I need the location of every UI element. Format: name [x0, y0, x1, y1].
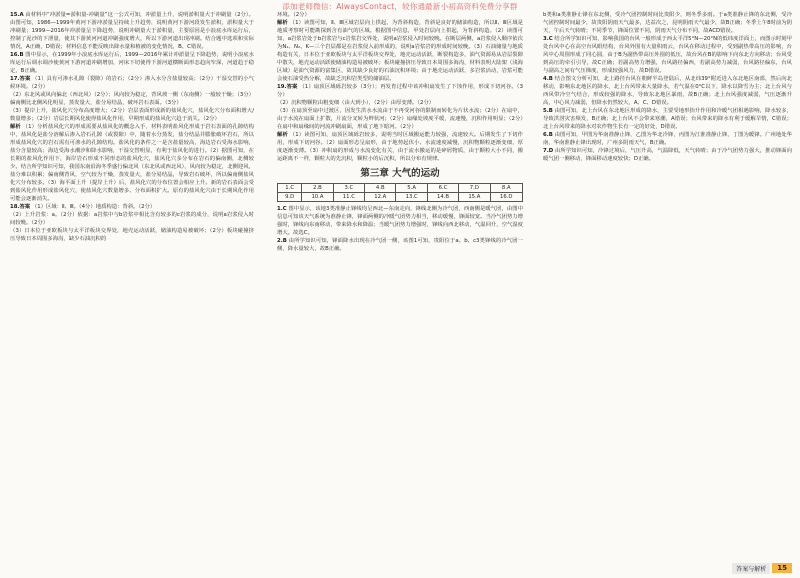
question-number: 17.答案	[10, 76, 31, 83]
question-number: 3.C	[543, 36, 553, 43]
answer-text: （2）东北风或风向偏北（西北风）（2分）；风向较为稳定，背风坡一侧（东南侧）一般较干燥；（3分）偏南侧比北侧风化明显，蒸发量大，盐分易结晶，破坏岩石表面。（3分）	[10, 92, 254, 107]
answer-key-row	[278, 193, 523, 202]
question-number: 16.B	[10, 52, 24, 59]
answer-paragraph	[10, 227, 254, 243]
answer-text: （2）沉积物颗粒由粗变细（由大到小），（2分）由厚变薄。（2分）	[277, 100, 435, 107]
answer-text: （2）上升岩浆：a。（2分）依据：a岩浆中与b岩浆中相比含有较多的c岩浆的成分，说明a岩浆侵入时间较晚。（2分）	[10, 212, 254, 227]
answer-text: 由图可知，甲图为华南准静止锋，乙图为华北冷锋，丙图为江淮准静止锋，丁图为暖锋。广州地处华南，华南准静止锋出现时，广州多阴雨天气，B正确。	[543, 132, 792, 147]
question-number: 18.答案	[10, 204, 31, 211]
answer-key-cell: 7.D	[459, 184, 490, 193]
answer-text: （3）在扇顶至扇中过渡区，因发生洪水水流由于不再受河谷的限制而转化为片状水流；（2分）在扇中，由于水流在扇面上扩散，片流分叉转为辫状河；（2分）扇缘处坡度平缓，流速慢，沉积作用明显；（2分）在扇中和扇缘间的河流冲刷扇面，形成了地下暗河。（2分）	[277, 108, 523, 131]
answer-key-cell: 1.C	[278, 184, 302, 193]
answer-key-cell: 3.C	[333, 184, 364, 193]
answer-paragraph	[277, 83, 523, 99]
question-number: 2.B	[277, 238, 287, 245]
answer-text: 图中显示，在1999年小浪底水库运行后，1999—2016年累计冲淤量呈下降趋势，说明小浪底水库运行后调水调沙使黄河下游河道冲刷增加，河床下切使得下游河道横断面形态趋向窄深，河道趋于稳定，B正确。	[10, 52, 254, 75]
column-middle	[277, 11, 523, 569]
answer-paragraph	[543, 107, 792, 131]
answer-section-4	[277, 205, 523, 253]
answer-paragraph	[543, 131, 792, 147]
answer-paragraph	[277, 205, 523, 237]
answer-paragraph	[277, 131, 523, 163]
answer-text: （1）读图可知，Ⅱ、Ⅲ区域岩层向上拱起，为背斜构造，背斜是良好的储油构造，所以Ⅱ、Ⅲ区域是地质考察时可能勘探到含有油气的区域。根据图中信息，甲处岩层向上拱起，为背斜构造。（2）读图可知，a岩浆岩处于b岩浆岩与c岩浆岩交界处，说明a岩浆侵入时间较晚。在断层两侧，a岩浆侵入顺序依次为N₁、N₂、K—三个岩层都是在岩浆侵入前形成的，说明a岩浆岩的形成时间较晚。（3）石油储量与地质构造有关，日本位于亚欧板块与太平洋板块交界处，地壳运动活跃，断裂构造多，油气资源易从岩层裂隙中散失，地壳运动活跃使储油构造易被破坏；板块碰撞挤压导致日本周围多海沟，材料表明大陆架（浅海区域）是油气资源的富集区，故其缺少良好的石油沉积环境；由于地壳运动活跃，多岩浆活动，岩浆可能会使石油受热分解，故缺乏沉积岩类型的储油层。	[277, 20, 523, 83]
answer-text: 由材料中“冲淤量=淤积量-冲刷量”这一公式可知，冲淤量上升，说明淤积量大于冲刷量（2分）。由图可知，1986—1999年黄河下游冲淤量呈持续上升趋势，说明黄河下游河段发生淤积，淤积量大于冲刷量；1999—2016年冲淤量呈下降趋势，说明冲刷量大于淤积量，主要原因是小浪底水库运行后，控制了泥沙的下泄量，使其下游黄河河道冲刷强度增大，所以下游河道出现冲刷。结合题中选项和实际情况，A正确，D错误；材料信息不能反映出降水量和植被的变化情况，B、C错误。	[10, 12, 254, 51]
answer-paragraph	[277, 19, 523, 83]
answer-key-cell: 2.B	[302, 184, 333, 193]
answer-key-cell: 15.A	[459, 193, 490, 202]
question-number: 解析	[10, 124, 21, 131]
answer-paragraph	[10, 75, 254, 91]
answer-text: （1）区域：Ⅱ、Ⅲ。（4分）地质构造：背斜。（2分）	[31, 204, 156, 211]
answer-paragraph	[10, 51, 254, 75]
column-left	[10, 11, 254, 573]
question-number: 1.C	[277, 206, 287, 213]
answer-paragraph	[10, 211, 254, 227]
answer-paragraph	[543, 35, 792, 75]
answer-text: 环境。（2分）	[277, 12, 310, 18]
question-number: 19.答案	[277, 84, 298, 91]
answer-paragraph	[543, 11, 792, 35]
answer-paragraph	[543, 147, 792, 163]
answer-key-cell: 4.B	[365, 184, 396, 193]
question-number: 解析	[277, 132, 288, 139]
answer-key-table	[277, 183, 523, 202]
question-number: 7.D	[543, 148, 554, 155]
answer-text: （1）具有可渗水孔隙（裂隙）的岩石；（2分）渗入水分含盐量较高；（2分）干湿交替的小气候环境。（2分）	[10, 76, 254, 91]
answer-key-cell: 13.C	[396, 193, 427, 202]
answer-paragraph	[10, 107, 254, 123]
answer-key-cell: 10.A	[302, 193, 333, 202]
answer-text: 图中显示，该地3类准静止锋线均呈西北—东南走向，锋线北侧为冷气团，西南侧是暖气团，由图中信息可知该天气系统为准静止锋，锋面两侧的冷暖气团势力相当，移动缓慢，锋面较宽。当冷气团势力增强时，锋线向东南移动，带来降水和降温；当暖气团势力增强时，锋线向西北移动，气温回升，空气湿度增大。故选C。	[277, 206, 523, 237]
answer-key-cell: 16.D	[490, 193, 523, 202]
answer-key-row	[278, 184, 523, 193]
answer-text: 结合图文分析可知，北上路径台风在朝鲜半岛登陆后，从北纬39°附近进入东北地区南部，然后向北移动，影响东北地区的降水，北上台风带来大量降水，若气温在0°C以下，降水以降雪为主；北上台风与西风带冷空气结合，形成较强的降水，导致东北地区暴雨，故B正确；北上台风强度减弱，气压逐渐升高，中心风力减弱，但降水仍然较大，A、C、D错误。	[543, 76, 792, 107]
answer-text: （3）提岸上升，盐风化穴分布高度增大；（2分）岩层表面形成新的盐风化穴，盐风化穴分布面积增大/数量增多；（2分）岩层长期风化使得盐风化作用，早期形成的盐风化穴趋于消失。（2分）	[10, 108, 254, 123]
answer-text: （1）分析盐风化穴的形成需要从盐风化的概念入手，材料表明盐风化形成于岩石表面的孔隙结构中，盐风化是盐分溶解后渗入岩石孔隙（或裂隙）中，随着水分蒸发，盐分结晶并膨胀破坏岩石，所以形成盐风化穴的岩石需有可渗水的孔隙结构。盐风化的条件之一是含盐量较高，海边岩石受海水影响，盐分含量较高；海边受海水潮汐和降水影响，干湿交替明显，有利于盐风化的进行。（2）据图可知，在长期的盐风化作用下，海岸岩石形成不同形态的盐风化穴，盐风化穴多分布在岩石的偏南侧，北侧较少。结合所学知识可知，我国东南沿海冬季盛行偏北风（东北风或西北风），风向较为稳定，北侧迎风，盐分难以积累；偏南侧背风，空气较为干燥，蒸发量大，盐分易结晶，导致岩石破坏，所以偏南侧盐风化穴分布较多。（3）海平面上升（提岸上升）后，盐风化穴的分布位置会相应上升。新的岩石表面会受到盐风化作用形成盐风化穴，使盐风化穴数量增多、分布面积扩大。原有的盐风化穴由于长期风化作用可能会逐渐消失。	[10, 124, 254, 203]
answer-section-1	[10, 11, 254, 203]
answer-text: 由图可知，北上台风在东北地区形成的降水，主要受地形抬升作用和冷暖气团相遇影响，降水较多，导致洪涝灾害频发，B正确；北上台风不会带来寒潮，A错误；台风带来的降水有利于缓解旱情，C错误；北上台风带来的降水对农作物生长有一定的好处，D错误。	[543, 108, 792, 131]
answer-key-cell: 8.A	[490, 184, 523, 193]
question-number: 6.B	[543, 132, 553, 139]
page-number: 15	[772, 563, 792, 573]
answer-key-cell: 14.B	[427, 193, 458, 202]
answer-section-2	[10, 203, 254, 243]
answer-text: b类和a类准静止锋在东北侧，受冷气团控制时间比贵阳少，则冬季多雨。于a类准静止锋的东北侧，受冷气团控制时间最少，故贵阳阴雨天气最多，达益次之，昆明阴雨天气最少，故B正确；冬季上午8时前为阴天，午后天气转晴；不同季节，锋面位置不同，阴雨天气分布不同，故ACD错误。	[543, 12, 792, 35]
answer-text: （1）扇顶区域砾岩较多（3分）；再发育过程中该冲积扇发生了下蚀作用，形成下切河谷。（3分）	[277, 84, 523, 99]
question-number: 5.B	[543, 108, 553, 115]
page-footer	[732, 562, 792, 574]
question-number: 4.B	[543, 76, 553, 83]
answer-paragraph	[10, 203, 254, 211]
question-number: 解析	[277, 20, 288, 27]
answer-key-cell: 5.A	[396, 184, 427, 193]
answer-key-cell: 12.A	[365, 193, 396, 202]
footer-label: 答案与解析	[732, 563, 770, 574]
answer-text: 由所学知识可知，冷锋过境后，气压升高，气温降低，天气转晴；由于冷气团势力强大，推动锋面向暖气团一侧移动，锋面移动速度较快；D正确。	[543, 148, 792, 163]
question-number: 15.A	[10, 12, 24, 18]
answer-section-3	[277, 11, 523, 163]
answer-text: 由所学知识可知，锋面降水出现在冷气团一侧，该图1可知，贵阳位于a、b、c3类锋线的冷气团一侧，降水量较大，故B正确。	[277, 238, 523, 253]
answer-paragraph	[277, 237, 523, 253]
answer-paragraph	[10, 91, 254, 107]
answer-paragraph	[10, 123, 254, 203]
answer-text: （3）日本位于亚欧板块与太平洋板块交界处，地壳运动活跃，储油构造易被破坏；（2分）板块碰撞挤压导致日本周围多海沟，缺少石油沉积的	[10, 228, 254, 243]
answer-section-5	[543, 11, 792, 163]
answer-key-cell: 11.C	[333, 193, 364, 202]
answer-key-cell: 6.C	[427, 184, 458, 193]
answer-paragraph	[277, 99, 523, 107]
answer-paragraph	[543, 75, 792, 107]
answer-key-cell: 9.D	[278, 193, 302, 202]
watermark: 添加老师微信：AlwaysContact，较你通最新小初高资料免费分享群	[282, 2, 518, 11]
column-right	[543, 11, 792, 557]
answer-paragraph	[10, 11, 254, 51]
answer-text: 结合所学知识可知，影响我国的台风一般形成于西太平洋5°N—20°N的低纬度洋面上，而图示时刻甲处台风中心在高空台风眼结构，台风外围有大量积雨云，台风在移动过程中，受到副热带高压的影响，台风中心周围形成了同心圆，由于B为副热带高压外围的低压，故台风在B的影响下向东北方向移动；台风受到高压的牵引引导，故C正确；若副高势力增强，台风路径偏西，若副高势力减弱，台风路径偏东，台风与副高之间有气压梯度，形成较强风力，故D错误。	[543, 36, 792, 75]
answer-paragraph	[277, 11, 523, 19]
chapter-title: 第三章 大气的运动	[360, 168, 440, 180]
answer-paragraph	[277, 107, 523, 131]
answer-text: （1）读图可知，扇顶区域砾岩较多，说明当时区域搬运能力较强，流速较大。后期发生了下切作用，形成下切河谷。（2）扇面形态呈扇形，由于地势起伏小、水流速度减慢，沉积物颗粒逐渐变细，厚度逐渐变薄。（3）冲积扇的形成与水流变化有关，由于流水搬运的是碎屑物质，由于颗粒大小不同，搬运距离不一样，颗粒大的先沉积，颗粒小的后沉积，所以分布有规律。	[277, 132, 523, 163]
